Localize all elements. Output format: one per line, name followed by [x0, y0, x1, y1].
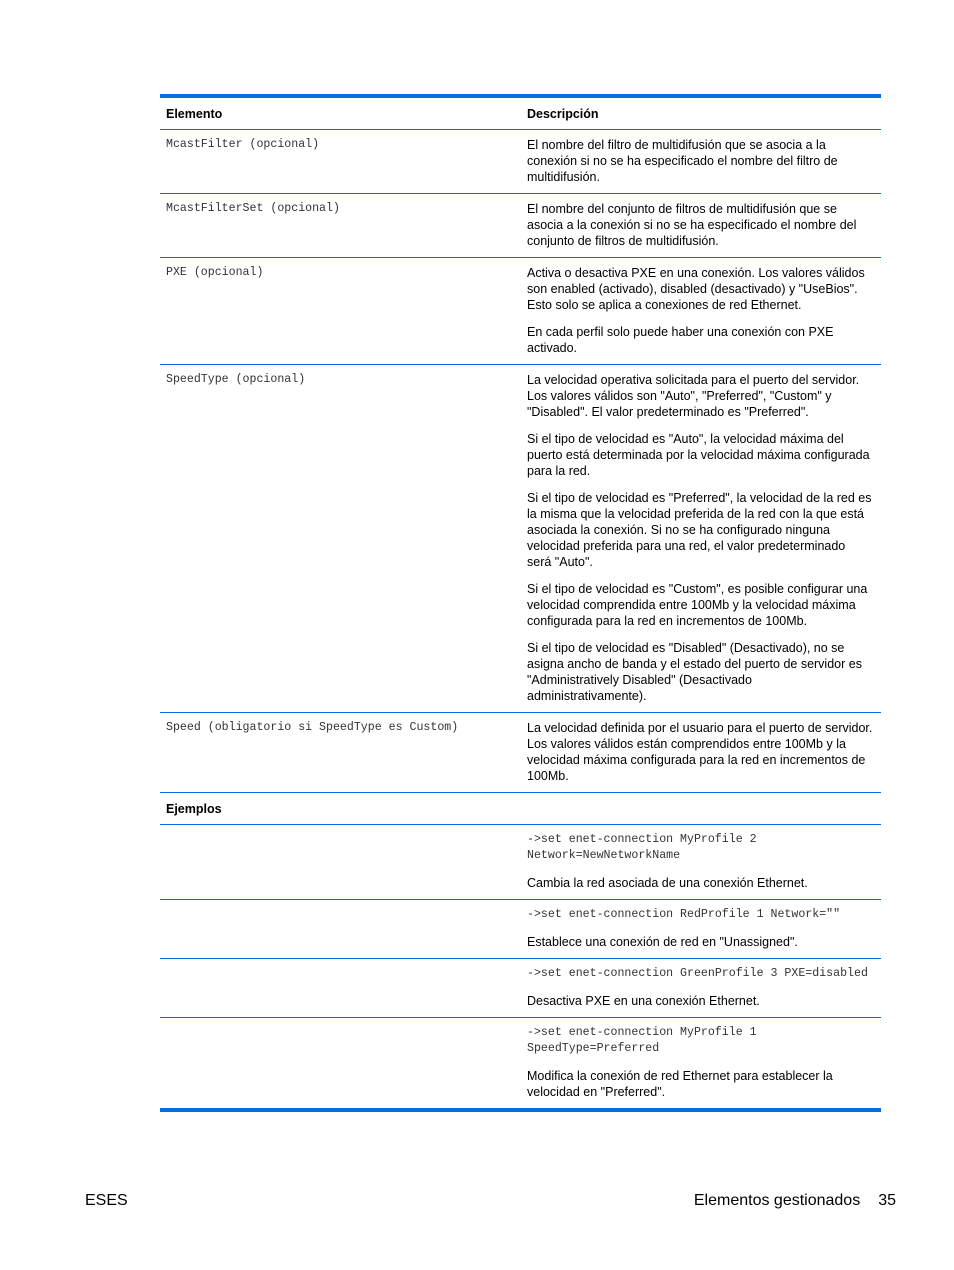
description-paragraph: El nombre del filtro de multidifusión que se asocia a la conexión si no se ha especificado el nombre del filtro de multidifusión. [527, 138, 838, 184]
example-content [521, 959, 881, 1018]
row-description [521, 365, 881, 713]
example-row [160, 959, 881, 1018]
example-description: Modifica la conexión de red Ethernet para establecer la velocidad en "Preferred". [527, 1069, 833, 1099]
table-header-row [160, 96, 881, 130]
examples-label: Ejemplos [166, 802, 222, 816]
example-command: ->set enet-connection GreenProfile 3 PXE=disabled [527, 967, 868, 980]
description-paragraph: La velocidad operativa solicitada para el puerto del servidor. Los valores válidos son "Auto", "Preferred", "Custom" y "Disabled". El valor predeterminado es "Preferred". [527, 373, 860, 419]
header-element: Elemento [166, 107, 223, 121]
row-element: SpeedType (opcional) [166, 373, 306, 386]
row-element: Speed (obligatorio si SpeedType es Custom) [166, 721, 459, 734]
example-row [160, 900, 881, 959]
elements-table [160, 94, 881, 1112]
row-description [521, 194, 881, 258]
examples-empty-cell [521, 793, 881, 825]
row-element: McastFilter (opcional) [166, 138, 320, 151]
table-row [160, 713, 881, 793]
example-empty-cell [160, 900, 521, 959]
example-row [160, 825, 881, 900]
example-row [160, 1018, 881, 1111]
table-row [160, 258, 881, 365]
description-paragraph: Si el tipo de velocidad es "Preferred", la velocidad de la red es la misma que la velocidad preferida de la red con la que está asociada la conexión. Si no se ha configurado ninguna velocidad preferida para una red, el valor predeterminado será "Auto". [527, 491, 872, 569]
row-element: PXE (opcional) [166, 266, 264, 279]
example-empty-cell [160, 825, 521, 900]
example-command: ->set enet-connection MyProfile 1 SpeedType=Preferred [527, 1026, 764, 1055]
example-empty-cell [160, 1018, 521, 1111]
row-element: McastFilterSet (opcional) [166, 202, 340, 215]
table-row [160, 194, 881, 258]
description-paragraph: Si el tipo de velocidad es "Auto", la velocidad máxima del puerto está determinada por la velocidad máxima configurada para la red. [527, 432, 870, 478]
example-content [521, 900, 881, 959]
example-description: Desactiva PXE en una conexión Ethernet. [527, 994, 760, 1008]
row-description [521, 258, 881, 365]
example-content [521, 1018, 881, 1111]
description-paragraph: Activa o desactiva PXE en una conexión. Los valores válidos son enabled (activado), disabled (desactivado) y "UseBios". Esto solo se aplica a conexiones de red Ethernet. [527, 266, 865, 312]
description-paragraph: Si el tipo de velocidad es "Disabled" (Desactivado), no se asigna ancho de banda y el estado del puerto de servidor es "Administratively Disabled" (Desactivado administrativamente). [527, 641, 862, 703]
description-paragraph: Si el tipo de velocidad es "Custom", es posible configurar una velocidad comprendida entre 100Mb y la velocidad máxima configurada para la red en incrementos de 100Mb. [527, 582, 868, 628]
footer-section-title: Elementos gestionados [693, 1192, 861, 1209]
table-row [160, 130, 881, 194]
footer-section [694, 1192, 896, 1210]
description-paragraph: En cada perfil solo puede haber una conexión con PXE activado. [527, 325, 834, 355]
example-command: ->set enet-connection MyProfile 2 Network=NewNetworkName [527, 833, 764, 862]
description-paragraph: El nombre del conjunto de filtros de multidifusión que se asocia a la conexión si no se ha especificado el nombre del conjunto de filtros de multidifusión. [527, 202, 857, 248]
header-description: Descripción [527, 107, 599, 121]
example-description: Establece una conexión de red en "Unassigned". [527, 935, 798, 949]
description-paragraph: La velocidad definida por el usuario para el puerto de servidor. Los valores válidos están comprendidos entre 100Mb y la velocidad máxima configurada para la red en incrementos de 100Mb. [527, 721, 873, 783]
footer-language-code: ESES [85, 1192, 128, 1209]
example-empty-cell [160, 959, 521, 1018]
example-description: Cambia la red asociada de una conexión Ethernet. [527, 876, 808, 890]
row-description [521, 130, 881, 194]
example-command: ->set enet-connection RedProfile 1 Network="" [527, 908, 841, 921]
row-description [521, 713, 881, 793]
examples-section-row [160, 793, 881, 825]
page-number: 35 [878, 1192, 896, 1209]
example-content [521, 825, 881, 900]
table-row [160, 365, 881, 713]
